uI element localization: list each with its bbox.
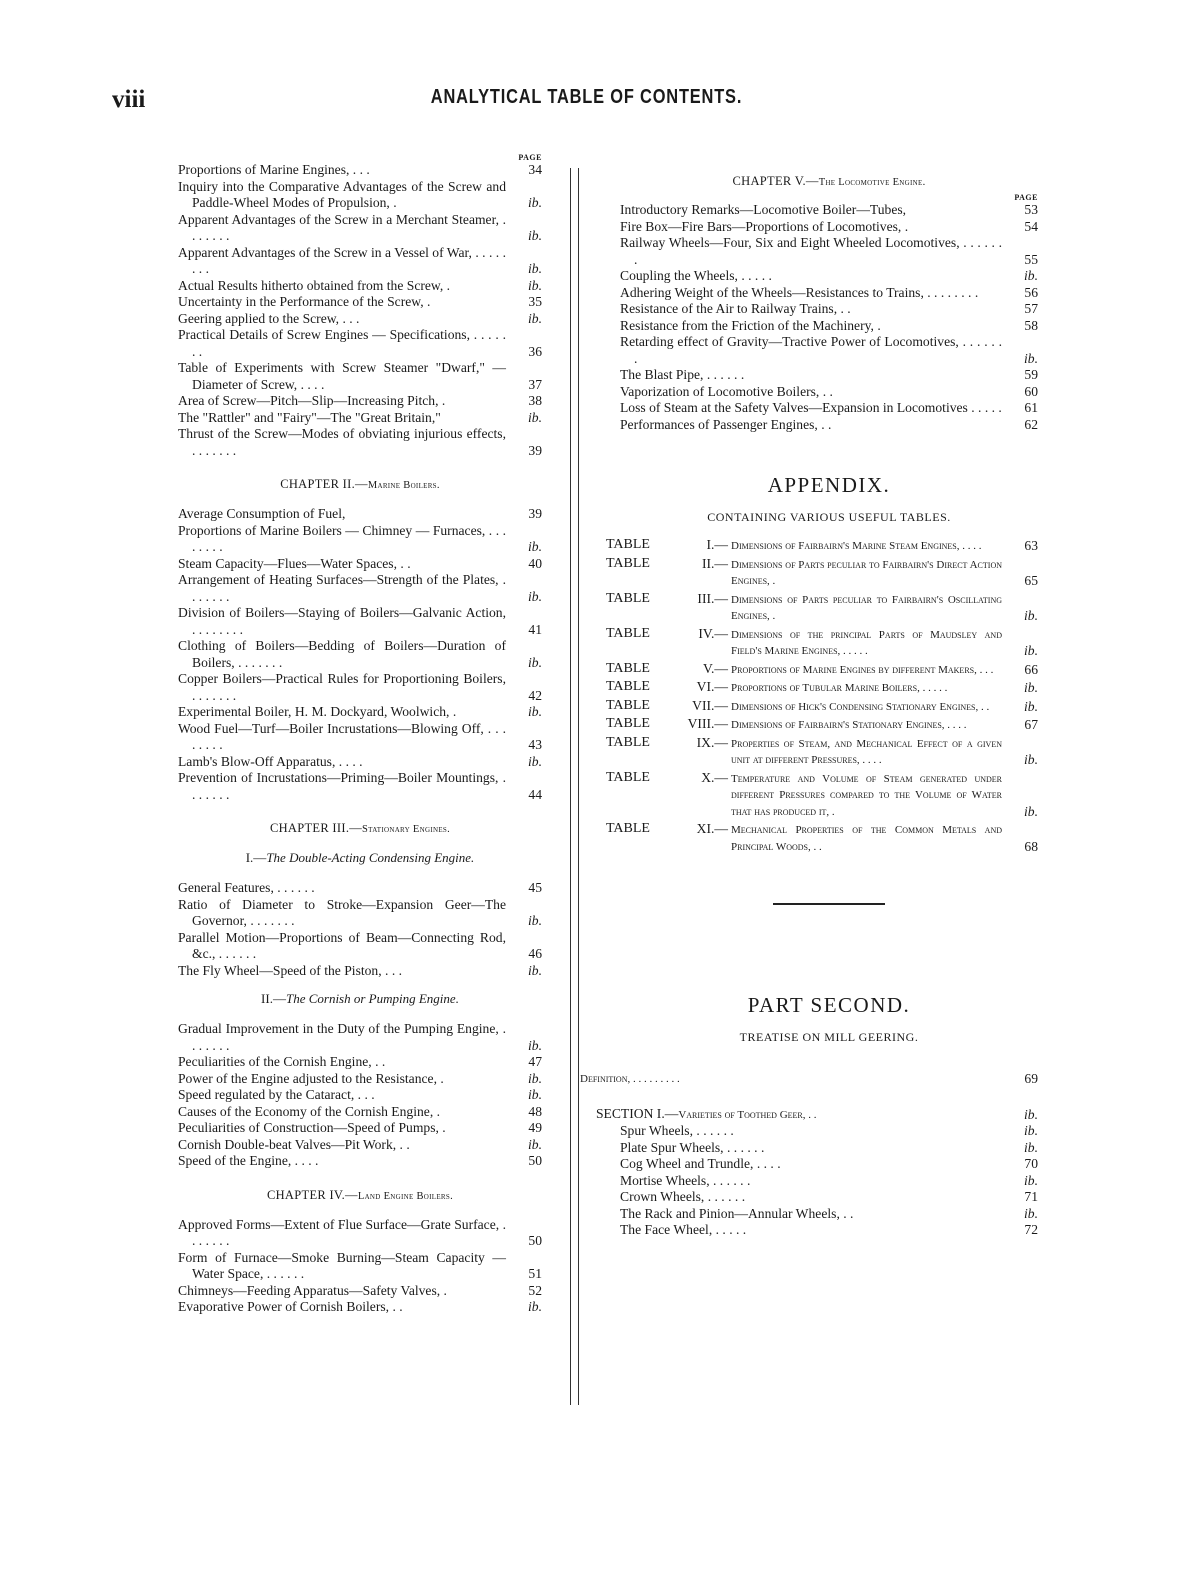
table-page: ib. bbox=[1024, 698, 1038, 714]
entry-text: Arrangement of Heating Surfaces—Strength of the Plates, . . . . . . . bbox=[178, 572, 506, 604]
entry-page: 51 bbox=[528, 1266, 542, 1281]
toc-entry bbox=[178, 360, 542, 393]
entry-text: Railway Wheels—Four, Six and Eight Wheeled Locomotives, . . . . . . . bbox=[620, 235, 1002, 267]
toc-entry bbox=[178, 963, 542, 980]
entry-text: Speed of the Engine, . . . . bbox=[178, 1153, 319, 1168]
table-number: III.— bbox=[697, 590, 728, 606]
entry-page: 34 bbox=[528, 162, 542, 177]
toc-entry bbox=[178, 1299, 542, 1316]
entry-page: 58 bbox=[1024, 317, 1038, 333]
toc-entry bbox=[178, 1153, 542, 1170]
entry-page: ib. bbox=[528, 1136, 542, 1152]
sub-number: II.— bbox=[261, 991, 286, 1006]
toc-entry bbox=[596, 1106, 1038, 1124]
entry-text: Speed regulated by the Cataract, . . . bbox=[178, 1087, 375, 1102]
entry-page: 60 bbox=[1024, 383, 1038, 399]
entry-text: Wood Fuel—Turf—Boiler Incrustations—Blowing Off, . . . . . . . . bbox=[178, 720, 506, 752]
entry-text: Crown Wheels, . . . . . . bbox=[620, 1189, 746, 1204]
entry-page: 40 bbox=[528, 555, 542, 571]
entry-text: Apparent Advantages of the Screw in a Vessel of War, . . . . . . . . bbox=[178, 244, 506, 276]
entry-page: ib. bbox=[528, 704, 542, 719]
toc-entry bbox=[178, 1217, 542, 1250]
entry-page: ib. bbox=[528, 310, 542, 326]
entry-page: ib. bbox=[528, 539, 542, 554]
entry-text: Experimental Boiler, H. M. Dockyard, Woolwich, . bbox=[178, 704, 457, 719]
toc-entry bbox=[620, 417, 1038, 434]
entry-text: The Rack and Pinion—Annular Wheels, . . bbox=[620, 1205, 854, 1221]
entry-page: ib. bbox=[1024, 1106, 1038, 1122]
table-page: 63 bbox=[1024, 538, 1038, 553]
entry-page: 71 bbox=[1024, 1189, 1038, 1204]
toc-entry bbox=[178, 638, 542, 671]
toc-entry bbox=[178, 721, 542, 754]
appendix-title: APPENDIX. bbox=[767, 473, 891, 497]
entry-text bbox=[596, 1106, 1002, 1124]
entry-page: 53 bbox=[1024, 202, 1038, 217]
appendix-table-entry bbox=[606, 556, 1038, 590]
entry-text: The Blast Pipe, . . . . . . bbox=[620, 367, 745, 382]
entry-text: Resistance of the Air to Railway Trains, . . bbox=[620, 301, 851, 316]
sub-title: The Double-Acting Condensing Engine. bbox=[266, 850, 475, 865]
entry-text: Causes of the Economy of the Cornish Engine, . bbox=[178, 1103, 441, 1119]
table-label: TABLE bbox=[606, 555, 650, 571]
toc-entry bbox=[178, 1054, 542, 1071]
toc-entry bbox=[620, 219, 1038, 236]
entry-page: ib. bbox=[1024, 1123, 1038, 1138]
appendix-table-entry bbox=[606, 716, 1038, 734]
entry-page: ib. bbox=[1024, 1172, 1038, 1188]
entry-text: Performances of Passenger Engines, . . bbox=[620, 416, 832, 432]
chapter-heading bbox=[178, 821, 542, 836]
toc-entry bbox=[620, 1222, 1038, 1239]
table-label: TABLE bbox=[606, 537, 650, 552]
table-label: TABLE bbox=[606, 769, 650, 785]
entry-text: Peculiarities of Construction—Speed of Pumps, . bbox=[178, 1120, 446, 1135]
entry-text: Prevention of Incrustations—Priming—Boiler Mountings, . . . . . . . bbox=[178, 770, 506, 802]
chapter-heading bbox=[620, 174, 1038, 189]
entry-text: Cog Wheel and Trundle, . . . . bbox=[620, 1156, 781, 1171]
left-column bbox=[178, 153, 542, 1316]
chapter-number: CHAPTER III.— bbox=[269, 821, 363, 835]
table-list bbox=[606, 537, 1038, 855]
toc-entry bbox=[178, 327, 542, 360]
entry-text: Actual Results hitherto obtained from the Screw, . bbox=[178, 277, 451, 293]
appendix-table-entry bbox=[606, 661, 1038, 679]
chapter-number: CHAPTER II.— bbox=[280, 477, 368, 491]
entry-page: ib. bbox=[528, 753, 542, 769]
entry-page: 47 bbox=[528, 1054, 542, 1069]
entry-text: Ratio of Diameter to Stroke—Expansion Geer—The Governor, . . . . . . . bbox=[178, 896, 506, 928]
toc-entry bbox=[620, 1189, 1038, 1206]
entry-text: Chimneys—Feeding Apparatus—Safety Valves, . bbox=[178, 1282, 447, 1298]
toc-entry bbox=[178, 1087, 542, 1104]
toc-entry bbox=[178, 410, 542, 427]
part-subtitle: TREATISE ON MILL GEERING. bbox=[739, 1030, 919, 1044]
entry-page: 48 bbox=[528, 1103, 542, 1119]
entry-page: 54 bbox=[1024, 218, 1038, 234]
toc-entry bbox=[178, 605, 542, 638]
entry-text: Uncertainty in the Performance of the Screw, . bbox=[178, 294, 431, 309]
entry-page: 69 bbox=[1024, 1071, 1038, 1086]
toc-entry bbox=[620, 1156, 1038, 1173]
entry-group bbox=[620, 1123, 1038, 1239]
toc-entry bbox=[178, 1021, 542, 1054]
table-number: IV.— bbox=[698, 625, 728, 641]
toc-entry bbox=[620, 268, 1038, 285]
toc-entry bbox=[178, 1104, 542, 1121]
table-page: 68 bbox=[1024, 838, 1038, 854]
entry-text: Division of Boilers—Staying of Boilers—Galvanic Action, . . . . . . . . bbox=[178, 605, 506, 637]
chapter-title: Stationary Engines. bbox=[362, 824, 451, 835]
entry-text: Area of Screw—Pitch—Slip—Increasing Pitch, . bbox=[178, 393, 446, 408]
toc-entry bbox=[178, 311, 542, 328]
chapter-number: CHAPTER V.— bbox=[732, 174, 819, 188]
entry-page: ib. bbox=[1024, 1205, 1038, 1221]
appendix-table-entry bbox=[606, 770, 1038, 821]
appendix-table-entry bbox=[606, 537, 1038, 555]
entry-page: ib. bbox=[528, 588, 542, 604]
toc-entry bbox=[178, 671, 542, 704]
table-description: Dimensions of Fairbairn's Stationary Engines, . . . . bbox=[731, 719, 967, 731]
table-number: VII.— bbox=[692, 697, 728, 713]
toc-entry bbox=[178, 1283, 542, 1300]
entry-group bbox=[620, 202, 1038, 433]
toc-entry bbox=[620, 235, 1038, 268]
running-head: ANALYTICAL TABLE OF CONTENTS. bbox=[430, 86, 743, 108]
table-description: Proportions of Marine Engines by different Makers, . . . bbox=[731, 663, 994, 676]
entry-page: 45 bbox=[528, 880, 542, 895]
entry-text: Lamb's Blow-Off Apparatus, . . . . bbox=[178, 753, 363, 769]
toc-entry bbox=[178, 179, 542, 212]
toc-entry bbox=[178, 1137, 542, 1154]
table-page: ib. bbox=[1024, 803, 1038, 819]
toc-entry bbox=[178, 1071, 542, 1088]
entry-page: ib. bbox=[528, 654, 542, 670]
chapter-heading bbox=[178, 1188, 542, 1203]
entry-page: 61 bbox=[1024, 400, 1038, 415]
sub-number: I.— bbox=[245, 850, 267, 865]
entry-text: Spur Wheels, . . . . . . bbox=[620, 1123, 734, 1138]
table-number: XI.— bbox=[696, 821, 728, 836]
section-title: Varieties of Toothed Geer, . . bbox=[678, 1108, 817, 1121]
entry-page: 72 bbox=[1024, 1222, 1038, 1237]
chapter-title: Land Engine Boilers. bbox=[357, 1190, 454, 1202]
chapter-number: CHAPTER IV.— bbox=[266, 1187, 358, 1202]
entry-page: 57 bbox=[1024, 301, 1038, 316]
entry-page: 38 bbox=[528, 393, 542, 408]
toc-entry bbox=[178, 754, 542, 771]
toc-entry bbox=[620, 400, 1038, 417]
table-description: Dimensions of the principal Parts of Maudsley and Field's Marine Engines, . . . . . bbox=[731, 628, 1002, 657]
entry-text: Proportions of Marine Boilers — Chimney — Furnaces, . . . . . . . . bbox=[178, 522, 506, 554]
entry-text: Adhering Weight of the Wheels—Resistances to Trains, . . . . . . . . bbox=[620, 284, 979, 300]
table-description: Dimensions of Fairbairn's Marine Steam Engines, . . . . bbox=[731, 540, 982, 552]
entry-page: 36 bbox=[528, 343, 542, 359]
entry-text: General Features, . . . . . . bbox=[178, 880, 315, 895]
entry-page: 35 bbox=[528, 294, 542, 309]
toc-entry bbox=[178, 704, 542, 721]
entry-text: Table of Experiments with Screw Steamer "Dwarf," —Diameter of Screw, . . . . bbox=[178, 360, 506, 392]
entry-text: Resistance from the Friction of the Machinery, . bbox=[620, 317, 881, 333]
table-description: Dimensions of Hick's Condensing Stationary Engines, . . bbox=[731, 700, 990, 713]
toc-entry bbox=[620, 318, 1038, 335]
toc-entry bbox=[620, 1123, 1038, 1140]
entry-page: ib. bbox=[528, 277, 542, 293]
entry-group bbox=[178, 506, 542, 803]
table-number: VI.— bbox=[696, 679, 728, 694]
table-number: V.— bbox=[702, 660, 728, 676]
toc-entry bbox=[178, 1250, 542, 1283]
toc-entry bbox=[178, 930, 542, 963]
entry-text: Fire Box—Fire Bars—Proportions of Locomotives, . bbox=[620, 218, 909, 234]
toc-entry bbox=[178, 212, 542, 245]
table-label: TABLE bbox=[606, 716, 650, 731]
entry-page: ib. bbox=[528, 228, 542, 243]
toc-entry bbox=[178, 278, 542, 295]
table-page: ib. bbox=[1024, 608, 1038, 623]
table-label: TABLE bbox=[606, 590, 650, 606]
entry-page: 52 bbox=[528, 1282, 542, 1298]
appendix-table-entry bbox=[606, 626, 1038, 660]
chapter-title: The Locomotive Engine. bbox=[818, 177, 926, 188]
toc-entry bbox=[620, 202, 1038, 219]
toc-entry bbox=[620, 384, 1038, 401]
toc-entry bbox=[178, 1120, 542, 1137]
entry-page: 62 bbox=[1024, 416, 1038, 432]
entry-text: Proportions of Marine Engines, . . . bbox=[178, 162, 370, 177]
table-page: ib. bbox=[1024, 643, 1038, 658]
entry-page: ib. bbox=[528, 1070, 542, 1086]
entry-text: Definition, . . . . . . . . . bbox=[580, 1073, 680, 1085]
entry-page: 59 bbox=[1024, 367, 1038, 382]
table-description: Mechanical Properties of the Common Metals and Principal Woods, . . bbox=[731, 824, 1002, 853]
table-page: ib. bbox=[1024, 752, 1038, 767]
table-description: Dimensions of Parts peculiar to Fairbairn's Direct Action Engines, . bbox=[731, 558, 1002, 587]
entry-text: Vaporization of Locomotive Boilers, . . bbox=[620, 383, 833, 399]
entry-page: 43 bbox=[528, 737, 542, 752]
table-label: TABLE bbox=[606, 679, 650, 694]
table-number: IX.— bbox=[696, 734, 728, 750]
toc-entry bbox=[620, 367, 1038, 384]
entry-text: Mortise Wheels, . . . . . . bbox=[620, 1172, 751, 1188]
toc-entry bbox=[178, 572, 542, 605]
entry-page: 37 bbox=[528, 376, 542, 392]
entry-group bbox=[178, 162, 542, 459]
entry-page: 49 bbox=[528, 1120, 542, 1135]
toc-entry bbox=[178, 523, 542, 556]
table-description: Properties of Steam, and Mechanical Effect of a given unit at different Pressures, . . . . bbox=[731, 737, 1002, 766]
table-page: 67 bbox=[1024, 717, 1038, 732]
toc-entry bbox=[178, 162, 542, 179]
table-page: 65 bbox=[1024, 573, 1038, 588]
table-number: X.— bbox=[701, 769, 728, 785]
entry-text: Introductory Remarks—Locomotive Boiler—Tubes, bbox=[620, 202, 907, 217]
table-page: 66 bbox=[1024, 661, 1038, 677]
entry-text: Parallel Motion—Proportions of Beam—Connecting Rod, &c., . . . . . . bbox=[178, 929, 506, 961]
table-number: VIII.— bbox=[687, 716, 728, 731]
entry-text: Inquiry into the Comparative Advantages of the Screw and Paddle-Wheel Modes of Propulsion, . bbox=[178, 178, 506, 210]
table-number: II.— bbox=[701, 555, 728, 571]
entry-text: The Face Wheel, . . . . . bbox=[620, 1222, 747, 1237]
appendix-table-entry bbox=[606, 698, 1038, 716]
toc-entry bbox=[620, 1206, 1038, 1223]
entry-page: 70 bbox=[1024, 1156, 1038, 1171]
entry-page: ib. bbox=[528, 195, 542, 210]
toc-entry bbox=[178, 506, 542, 523]
section-number: SECTION I.— bbox=[596, 1105, 679, 1121]
table-description: Temperature and Volume of Steam generated under different Pressures compared to the Volume of Water that has produced it, . bbox=[731, 772, 1002, 818]
entry-text: Form of Furnace—Smoke Burning—Steam Capacity —Water Space, . . . . . . bbox=[178, 1249, 506, 1281]
entry-group bbox=[178, 880, 542, 979]
toc-entry bbox=[620, 1173, 1038, 1190]
entry-page: ib. bbox=[528, 409, 542, 425]
entry-text: The "Rattler" and "Fairy"—The "Great Britain," bbox=[178, 409, 441, 425]
entry-page: ib. bbox=[528, 1087, 542, 1102]
toc-entry bbox=[178, 556, 542, 573]
table-label: TABLE bbox=[606, 734, 650, 750]
page-header bbox=[112, 86, 1061, 126]
toc-entry bbox=[178, 770, 542, 803]
table-description: Proportions of Tubular Marine Boilers, . . . . . bbox=[731, 682, 948, 694]
entry-page: ib. bbox=[528, 913, 542, 928]
sub-heading bbox=[178, 850, 542, 866]
appendix-table-entry bbox=[606, 821, 1038, 855]
table-label: TABLE bbox=[606, 625, 650, 641]
entry-text: Cornish Double-beat Valves—Pit Work, . . bbox=[178, 1136, 410, 1152]
table-page: ib. bbox=[1024, 680, 1038, 695]
table-number: I.— bbox=[706, 537, 728, 552]
entry-page: 50 bbox=[528, 1153, 542, 1168]
right-column bbox=[580, 174, 1038, 1239]
entry-text: Geering applied to the Screw, . . . bbox=[178, 310, 360, 326]
entry-page: 39 bbox=[528, 442, 542, 458]
entry-text: Average Consumption of Fuel, bbox=[178, 506, 346, 521]
entry-page: 56 bbox=[1024, 284, 1038, 300]
toc-entry bbox=[178, 294, 542, 311]
entry-page: ib. bbox=[1024, 350, 1038, 366]
toc-entry bbox=[178, 393, 542, 410]
table-label: TABLE bbox=[606, 821, 650, 836]
toc-entry bbox=[178, 426, 542, 459]
entry-page: 46 bbox=[528, 946, 542, 961]
entry-text: Power of the Engine adjusted to the Resistance, . bbox=[178, 1070, 444, 1086]
entry-page: ib. bbox=[528, 1299, 542, 1314]
entry-text: Peculiarities of the Cornish Engine, . . bbox=[178, 1054, 386, 1069]
appendix-table-entry bbox=[606, 591, 1038, 625]
part-title: PART SECOND. bbox=[747, 993, 911, 1017]
column-divider bbox=[570, 168, 579, 1405]
entry-text: The Fly Wheel—Speed of the Piston, . . . bbox=[178, 962, 403, 978]
entry-page: 55 bbox=[1024, 251, 1038, 267]
entry-page: 41 bbox=[528, 621, 542, 637]
page-column-heading: PAGE bbox=[518, 153, 542, 162]
entry-text: Coupling the Wheels, . . . . . bbox=[620, 268, 772, 283]
toc-entry bbox=[178, 245, 542, 278]
table-label: TABLE bbox=[606, 697, 650, 713]
entry-text: Approved Forms—Extent of Flue Surface—Grate Surface, . . . . . . . bbox=[178, 1216, 506, 1248]
entry-text: Plate Spur Wheels, . . . . . . bbox=[620, 1139, 765, 1155]
section-rule bbox=[773, 903, 885, 905]
entry-page: ib. bbox=[528, 261, 542, 276]
appendix-subtitle: CONTAINING VARIOUS USEFUL TABLES. bbox=[707, 510, 951, 524]
toc-entry bbox=[620, 285, 1038, 302]
entry-page: ib. bbox=[1024, 1139, 1038, 1155]
entry-text: Steam Capacity—Flues—Water Spaces, . . bbox=[178, 555, 411, 571]
entry-text: Clothing of Boilers—Bedding of Boilers—Duration of Boilers, . . . . . . . bbox=[178, 638, 506, 670]
toc-entry bbox=[178, 897, 542, 930]
toc-entry bbox=[620, 1140, 1038, 1157]
entry-text: Copper Boilers—Practical Rules for Proportioning Boilers, . . . . . . . bbox=[178, 671, 506, 703]
page-column-heading: PAGE bbox=[1014, 193, 1038, 202]
toc-entry bbox=[580, 1071, 1038, 1088]
appendix-table-entry bbox=[606, 735, 1038, 769]
entry-text: Practical Details of Screw Engines — Specifications, . . . . . . . bbox=[178, 327, 506, 359]
entry-page: 44 bbox=[528, 786, 542, 802]
entry-page: 39 bbox=[528, 506, 542, 521]
chapter-heading bbox=[178, 477, 542, 492]
entry-page: ib. bbox=[1024, 268, 1038, 283]
page-number: viii bbox=[112, 86, 146, 113]
sub-heading bbox=[178, 991, 542, 1007]
sub-title: The Cornish or Pumping Engine. bbox=[285, 991, 459, 1006]
entry-text: Evaporative Power of Cornish Boilers, . . bbox=[178, 1299, 403, 1314]
table-description: Dimensions of Parts peculiar to Fairbairn's Oscillating Engines, . bbox=[731, 593, 1002, 622]
entry-text: Gradual Improvement in the Duty of the Pumping Engine, . . . . . . . bbox=[178, 1021, 506, 1053]
entry-text: Thrust of the Screw—Modes of obviating injurious effects, . . . . . . . bbox=[178, 426, 506, 458]
entry-page: 50 bbox=[528, 1233, 542, 1248]
entry-text: Apparent Advantages of the Screw in a Merchant Steamer, . . . . . . . bbox=[178, 211, 506, 243]
entry-page: 42 bbox=[528, 687, 542, 703]
toc-entry bbox=[178, 880, 542, 897]
entry-page: ib. bbox=[528, 1037, 542, 1053]
entry-page: ib. bbox=[528, 962, 542, 978]
entry-group bbox=[178, 1217, 542, 1316]
appendix-table-entry bbox=[606, 679, 1038, 697]
entry-group bbox=[178, 1021, 542, 1170]
entry-text: Loss of Steam at the Safety Valves—Expansion in Locomotives . . . . . bbox=[620, 400, 1002, 415]
table-label: TABLE bbox=[606, 660, 650, 676]
toc-entry bbox=[620, 334, 1038, 367]
entry-text: Retarding effect of Gravity—Tractive Power of Locomotives, . . . . . . . bbox=[620, 334, 1002, 366]
chapter-title: Marine Boilers. bbox=[367, 480, 440, 491]
toc-entry bbox=[620, 301, 1038, 318]
